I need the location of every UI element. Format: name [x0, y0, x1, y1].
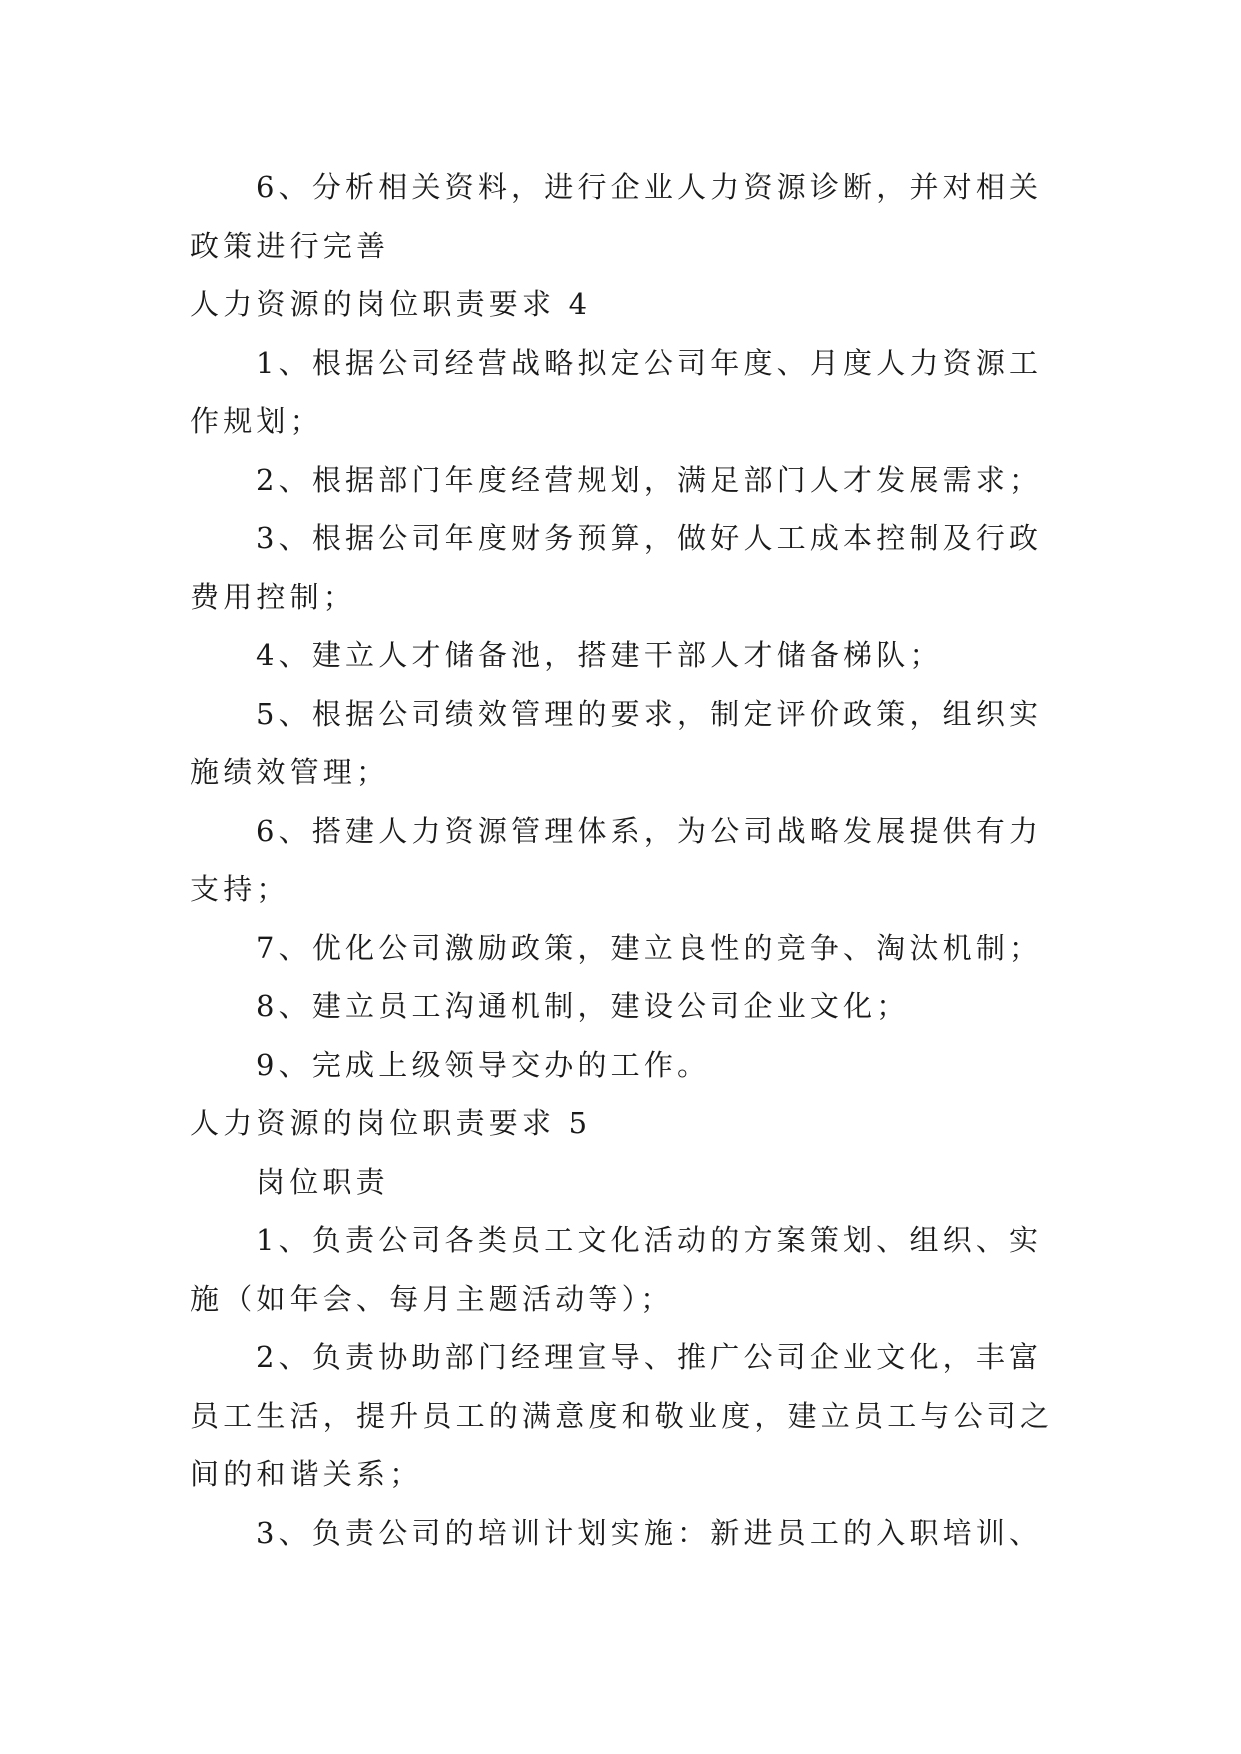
paragraph-line: 支持；: [190, 872, 290, 906]
paragraph-line: 7、优化公司激励政策，建立良性的竞争、淘汰机制；: [256, 930, 1043, 965]
paragraph-line: 3、负责公司的培训计划实施：新进员工的入职培训、: [256, 1515, 1043, 1550]
section-heading: 人力资源的岗位职责要求 5: [190, 1106, 592, 1140]
paragraph-line: 6、搭建人力资源管理体系，为公司战略发展提供有力: [256, 813, 1043, 848]
paragraph-line: 4、建立人才储备池，搭建干部人才储备梯队；: [256, 638, 943, 672]
paragraph-line: 6、分析相关资料，进行企业人力资源诊断，并对相关: [256, 170, 1043, 204]
paragraph-line: 2、负责协助部门经理宣导、推广公司企业文化，丰富: [256, 1340, 1043, 1374]
paragraph-line: 1、负责公司各类员工文化活动的方案策划、组织、实: [256, 1223, 1043, 1257]
paragraph-line: 作规划；: [190, 404, 323, 438]
paragraph-line: 间的和谐关系；: [190, 1457, 423, 1491]
paragraph-line: 政策进行完善: [190, 228, 390, 263]
document-page: [190, 158, 1052, 1562]
paragraph-line: 3、根据公司年度财务预算，做好人工成本控制及行政: [256, 521, 1043, 555]
section-heading: 人力资源的岗位职责要求 4: [190, 287, 592, 321]
paragraph-line: 施绩效管理；: [190, 755, 390, 789]
paragraph-line: 员工生活，提升员工的满意度和敬业度，建立员工与公司之: [190, 1398, 1054, 1433]
paragraph-line: 施（如年会、每月主题活动等）；: [190, 1281, 674, 1316]
paragraph-line: 2、根据部门年度经营规划，满足部门人才发展需求；: [256, 462, 1043, 497]
paragraph-line: 费用控制；: [190, 579, 357, 614]
paragraph-line: 5、根据公司绩效管理的要求，制定评价政策，组织实: [256, 696, 1043, 731]
subheading: 岗位职责: [256, 1164, 389, 1199]
paragraph-line: 9、完成上级领导交办的工作。: [256, 1047, 711, 1082]
paragraph-line: 8、建立员工沟通机制，建设公司企业文化；: [256, 989, 910, 1023]
paragraph-line: 1、根据公司经营战略拟定公司年度、月度人力资源工: [256, 345, 1043, 380]
